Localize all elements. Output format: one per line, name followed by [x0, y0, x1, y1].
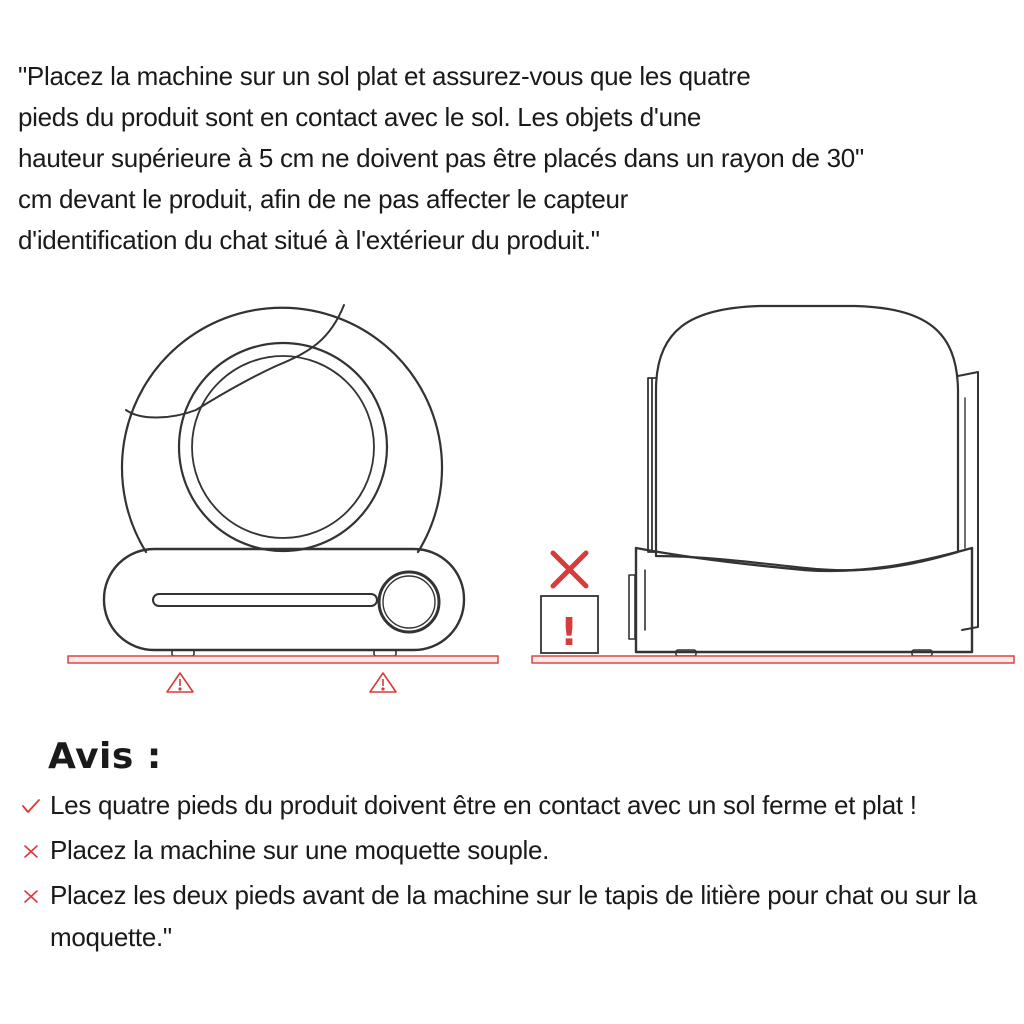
notice-title: Avis :: [48, 736, 162, 777]
notice-text: Les quatre pieds du produit doivent être en contact avec un sol ferme et plat !: [50, 790, 917, 820]
floor-line: [532, 656, 1014, 663]
intro-line: cm devant le produit, afin de ne pas affecter le capteur: [18, 184, 628, 214]
notice-list: [16, 784, 1016, 961]
rear-panel: [648, 378, 656, 552]
cross-icon: [553, 553, 586, 586]
list-item: [16, 829, 1016, 871]
drawer-slot: [153, 594, 377, 606]
intro-paragraph: [18, 56, 978, 261]
base-unit: [104, 549, 464, 650]
intro-line: d'identification du chat situé à l'extérieur du produit.": [18, 225, 600, 255]
globe-outline: [122, 308, 442, 552]
dome-outline: [656, 306, 958, 570]
exclamation-mark: !: [560, 610, 578, 654]
warning-triangle-icon: [370, 673, 396, 692]
side-base: [636, 548, 972, 652]
intro-line: "Placez la machine sur un sol plat et assurez-vous que les quatre: [18, 61, 751, 91]
front-door-panel: [958, 372, 978, 630]
list-item: [16, 874, 1016, 958]
entrance-ring: [179, 343, 387, 551]
cross-icon: [18, 874, 44, 916]
side-view-illustration: [629, 306, 978, 656]
cross-icon: [18, 829, 44, 871]
placement-diagram: [0, 290, 1024, 710]
floor-line: [68, 656, 498, 663]
entrance-opening: [192, 356, 374, 538]
check-icon: [18, 784, 44, 826]
control-knob: [379, 572, 439, 632]
intro-line: hauteur supérieure à 5 cm ne doivent pas être placés dans un rayon de 30": [18, 143, 864, 173]
front-view-illustration: [104, 305, 464, 656]
warning-triangle-icon: [167, 673, 193, 692]
notice-text: Placez la machine sur une moquette souple.: [50, 835, 550, 865]
list-item: [16, 784, 1016, 826]
notice-text: Placez les deux pieds avant de la machine sur le tapis de litière pour chat ou sur la moquette.": [50, 880, 977, 952]
intro-line: pieds du produit sont en contact avec le sol. Les objets d'une: [18, 102, 702, 132]
